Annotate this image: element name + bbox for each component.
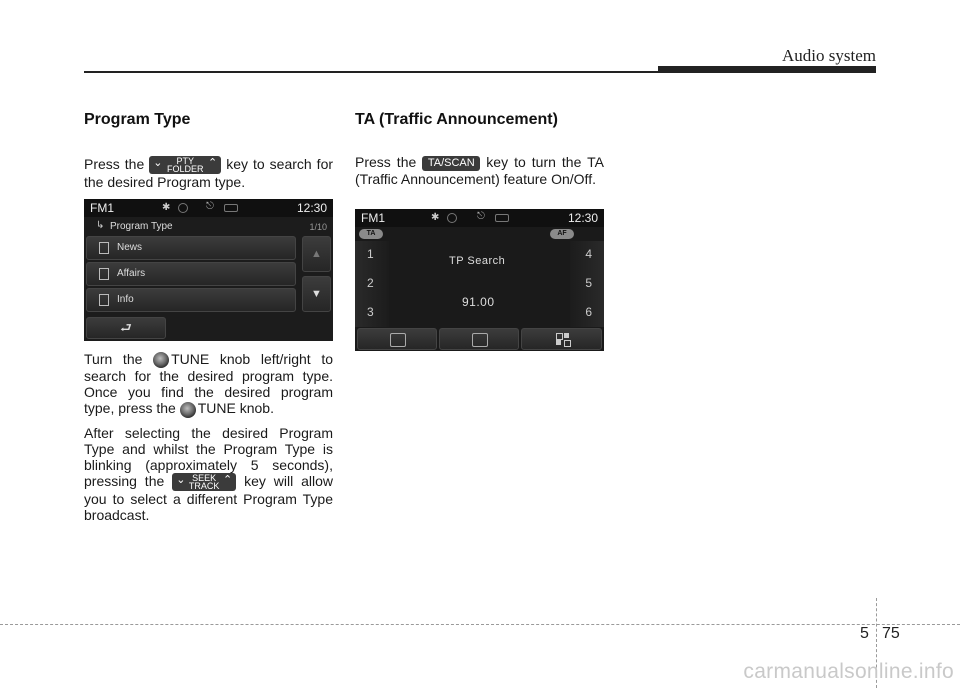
chevron-up-icon: ⌃ xyxy=(208,157,218,170)
scroll-down-button[interactable]: ▼ xyxy=(302,276,331,312)
scroll-up-button[interactable]: ▲ xyxy=(302,236,331,272)
ipod-icon xyxy=(495,214,509,222)
text: Press the xyxy=(84,156,145,172)
preset-button[interactable]: 1 xyxy=(367,247,374,261)
key-label-bottom: FOLDER xyxy=(166,164,204,175)
key-label-top: SEEK xyxy=(192,472,217,483)
preset-button[interactable]: 5 xyxy=(585,276,592,290)
text: Turn the xyxy=(84,351,143,367)
af-indicator: AF xyxy=(550,229,574,239)
grid-icon xyxy=(564,333,569,338)
section-title: Audio system xyxy=(782,46,876,65)
ta-heading: TA (Traffic Announcement) xyxy=(355,111,558,128)
scan-button[interactable] xyxy=(439,328,519,350)
list-item-label: Info xyxy=(117,294,134,305)
text: Press the xyxy=(355,154,417,170)
frequency-display: 91.00 xyxy=(462,295,495,309)
list-item-label: Affairs xyxy=(117,268,146,279)
paragraph-seek xyxy=(84,425,333,523)
text: key to search for the desired Program type. xyxy=(84,156,334,191)
tune-knob-icon xyxy=(153,352,169,368)
list-icon xyxy=(99,242,109,254)
key-label-top: PTY xyxy=(176,156,194,167)
pty-folder-key xyxy=(149,156,221,174)
chapter-number: 5 xyxy=(860,625,869,642)
grid-icon xyxy=(556,340,561,345)
program-type-screen xyxy=(84,199,333,341)
text: After selecting the desired Program Type and whilst the Program Type is blinking (approximately 5 seconds), pressing the xyxy=(84,424,333,489)
bluetooth-icon: ✱ xyxy=(162,202,171,213)
tune-knob-icon xyxy=(180,402,196,418)
footer-rule xyxy=(0,624,960,625)
list-item[interactable] xyxy=(86,288,296,312)
tp-search-label: TP Search xyxy=(449,255,506,267)
list-icon xyxy=(99,294,109,306)
band-label: FM1 xyxy=(361,211,385,225)
back-button[interactable]: ⮐ xyxy=(86,317,166,339)
header-bar xyxy=(658,66,876,73)
usb-icon: ⎋ xyxy=(206,201,214,212)
grid-icon xyxy=(564,340,571,347)
menu-button[interactable] xyxy=(521,328,602,350)
preset-button[interactable]: 6 xyxy=(585,305,592,319)
text: key will allow you to select a different Program Type broadcast. xyxy=(84,472,334,523)
list-icon xyxy=(99,268,109,280)
bluetooth-icon: ✱ xyxy=(431,212,440,223)
list-page: 1/10 xyxy=(309,222,327,232)
text: TUNE knob. xyxy=(197,400,274,417)
radio-info-icon xyxy=(390,333,406,347)
key-label-bottom: TRACK xyxy=(188,480,220,491)
ipod-icon xyxy=(224,204,238,212)
band-label: FM1 xyxy=(90,201,114,215)
header-rule xyxy=(84,71,658,73)
chevron-down-icon: ⌄ xyxy=(153,157,163,170)
program-type-heading: Program Type xyxy=(84,111,191,128)
ta-para xyxy=(355,154,604,187)
paragraph-tune xyxy=(84,351,333,418)
list-item[interactable] xyxy=(86,236,296,260)
chevron-up-icon: ⌃ xyxy=(222,473,233,486)
tp-search-screen xyxy=(355,209,604,351)
list-item-label: News xyxy=(117,242,143,253)
seek-track-key xyxy=(172,473,236,491)
program-type-para-1 xyxy=(84,156,333,190)
watermark: carmanualsonline.info xyxy=(743,660,954,683)
list-title: Program Type xyxy=(110,221,173,232)
info-button[interactable] xyxy=(357,328,437,350)
page-number: 75 xyxy=(882,625,900,642)
disc-icon xyxy=(447,213,457,223)
back-arrow-icon: ↳ xyxy=(96,220,105,231)
radio-scan-icon xyxy=(472,333,488,347)
ta-indicator: TA xyxy=(359,229,383,239)
ta-scan-key: TA/SCAN xyxy=(422,156,480,171)
text: TUNE knob left/right to search for the desired program type. Once you find the desired program type, press the xyxy=(84,351,333,417)
chevron-down-icon: ⌄ xyxy=(176,473,186,486)
preset-button[interactable]: 4 xyxy=(585,247,592,261)
disc-icon xyxy=(178,203,188,213)
clock: 12:30 xyxy=(567,211,598,225)
clock: 12:30 xyxy=(296,201,327,215)
grid-icon xyxy=(556,333,563,340)
text: key to turn the TA (Traffic Announcement) feature On/Off. xyxy=(355,154,604,187)
usb-icon: ⎋ xyxy=(477,211,485,222)
preset-button[interactable]: 3 xyxy=(367,305,374,319)
preset-button[interactable]: 2 xyxy=(367,276,374,290)
list-item[interactable] xyxy=(86,262,296,286)
program-type-body xyxy=(84,351,333,530)
